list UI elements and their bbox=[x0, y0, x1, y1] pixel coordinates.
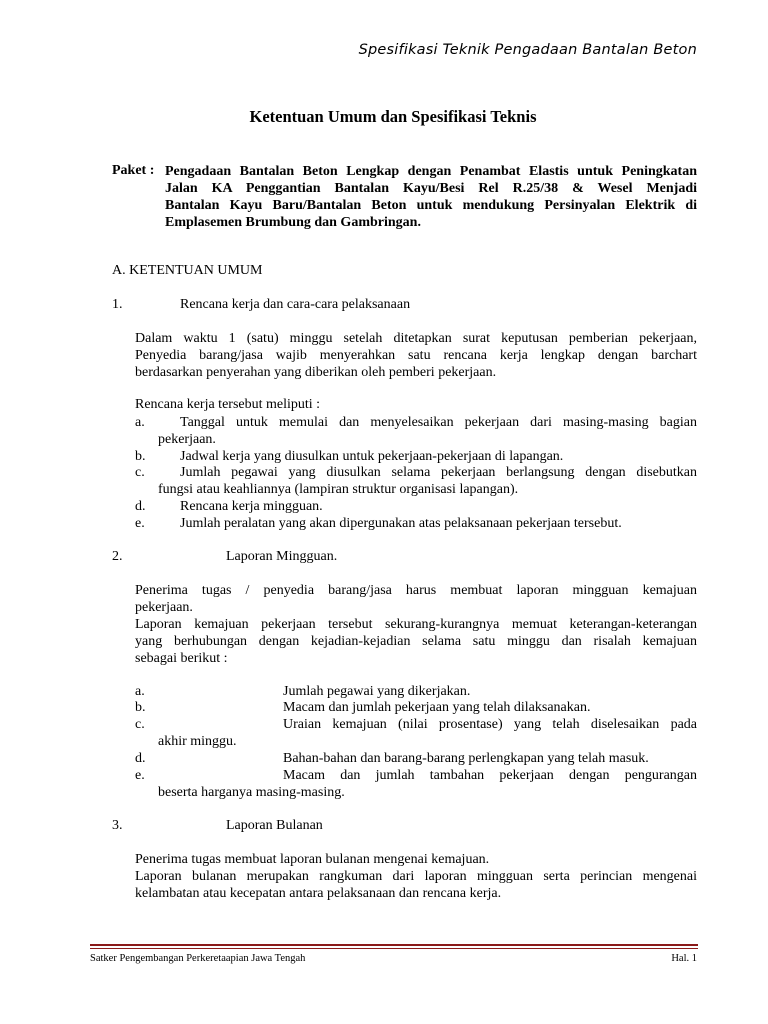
footer-rule-thin bbox=[90, 948, 698, 949]
s1-paragraph bbox=[135, 330, 697, 381]
para-line: pekerjaan. bbox=[135, 600, 193, 615]
s1-item-cont: fungsi atau keahliannya (lampiran struktur organisasi lapangan). bbox=[158, 482, 519, 497]
s2-item-cont: beserta harganya masing-masing. bbox=[158, 785, 345, 800]
para-line: Penerima tugas membuat laporan bulanan mengenai kemajuan. bbox=[135, 852, 490, 867]
s3-number: 3. bbox=[112, 818, 123, 833]
para-line: Laporan bulanan merupakan rangkuman dari laporan mingguan serta perincian mengenai bbox=[135, 869, 697, 884]
para-line: Penyedia barang/jasa wajib menyerahkan satu rencana kerja lengkap dengan barchart bbox=[135, 348, 697, 363]
s2-item-text: Macam dan jumlah tambahan pekerjaan dengan pengurangan bbox=[283, 768, 697, 783]
s2-item-text: Macam dan jumlah pekerjaan yang telah dilaksanakan. bbox=[283, 700, 591, 715]
s3-title: Laporan Bulanan bbox=[226, 818, 323, 833]
s1-item-text: Tanggal untuk memulai dan menyelesaikan pekerjaan dari masing-masing bagian bbox=[180, 415, 697, 430]
page-number: Hal. 1 bbox=[671, 953, 697, 964]
running-header: Spesifikasi Teknik Pengadaan Bantalan Beton bbox=[358, 42, 697, 58]
s1-item-letter: c. bbox=[135, 465, 145, 480]
s2-item-text: Uraian kemajuan (nilai prosentase) yang telah diselesaikan pada bbox=[283, 717, 697, 732]
paket-line: Pengadaan Bantalan Beton Lengkap dengan Penambat Elastis untuk Peningkatan bbox=[165, 164, 697, 179]
para-line: Penerima tugas / penyedia barang/jasa harus membuat laporan mingguan kemajuan bbox=[135, 583, 697, 598]
s2-title: Laporan Mingguan. bbox=[226, 549, 338, 564]
s1-item-text: Jumlah pegawai yang diusulkan selama pekerjaan berlangsung dengan disebutkan bbox=[180, 465, 697, 480]
s2-item-text: Bahan-bahan dan barang-barang perlengkapan yang telah masuk. bbox=[283, 751, 649, 766]
s1-item-letter: a. bbox=[135, 415, 145, 430]
para-line: sebagai berikut : bbox=[135, 651, 228, 666]
paket-text bbox=[165, 163, 697, 231]
s1-intro: Rencana kerja tersebut meliputi : bbox=[135, 397, 321, 412]
s1-title: Rencana kerja dan cara-cara pelaksanaan bbox=[180, 297, 411, 312]
s3-paragraph bbox=[135, 851, 697, 902]
s2-paragraph bbox=[135, 582, 697, 667]
s2-item-text: Jumlah pegawai yang dikerjakan. bbox=[283, 684, 471, 699]
footer-rule bbox=[90, 944, 698, 946]
s1-item-letter: d. bbox=[135, 499, 146, 514]
s1-item-text: Rencana kerja mingguan. bbox=[180, 499, 323, 514]
s2-item-letter: b. bbox=[135, 700, 146, 715]
para-line: berdasarkan penyerahan yang diberikan oleh pemberi pekerjaan. bbox=[135, 365, 497, 380]
para-line: Laporan kemajuan pekerjaan tersebut sekurang-kurangnya memuat keterangan-keterangan bbox=[135, 617, 697, 632]
paket-label: Paket : bbox=[112, 163, 155, 178]
s2-item-letter: a. bbox=[135, 684, 145, 699]
s1-item-cont: pekerjaan. bbox=[158, 432, 216, 447]
s2-number: 2. bbox=[112, 549, 123, 564]
s1-item-text: Jumlah peralatan yang akan dipergunakan atas pelaksanaan pekerjaan tersebut. bbox=[180, 516, 622, 531]
section-a-heading: A. KETENTUAN UMUM bbox=[112, 263, 263, 278]
para-line: yang berhubungan dengan kejadian-kejadian selama satu minggu dan risalah kemajuan bbox=[135, 634, 697, 649]
s1-item-letter: e. bbox=[135, 516, 145, 531]
paket-line: Jalan KA Penggantian Bantalan Kayu/Besi Rel R.25/38 & Wesel Menjadi bbox=[165, 181, 697, 196]
s1-item-letter: b. bbox=[135, 449, 146, 464]
s2-item-letter: e. bbox=[135, 768, 145, 783]
para-line: Dalam waktu 1 (satu) minggu setelah ditetapkan surat keputusan pemberian pekerjaan, bbox=[135, 331, 697, 346]
paket-line: Bantalan Kayu Baru/Bantalan Beton untuk mendukung Persinyalan Elektrik di bbox=[165, 198, 697, 213]
paket-line: Emplasemen Brumbung dan Gambringan. bbox=[165, 215, 421, 230]
s2-item-letter: c. bbox=[135, 717, 145, 732]
s1-number: 1. bbox=[112, 297, 123, 312]
s2-item-letter: d. bbox=[135, 751, 146, 766]
s1-item-text: Jadwal kerja yang diusulkan untuk pekerjaan-pekerjaan di lapangan. bbox=[180, 449, 564, 464]
footer-left: Satker Pengembangan Perkeretaapian Jawa Tengah bbox=[90, 953, 306, 964]
document-title: Ketentuan Umum dan Spesifikasi Teknis bbox=[249, 107, 537, 126]
s2-item-cont: akhir minggu. bbox=[158, 734, 237, 749]
para-line: kelambatan atau kecepatan antara pelaksanaan dan rencana kerja. bbox=[135, 886, 502, 901]
